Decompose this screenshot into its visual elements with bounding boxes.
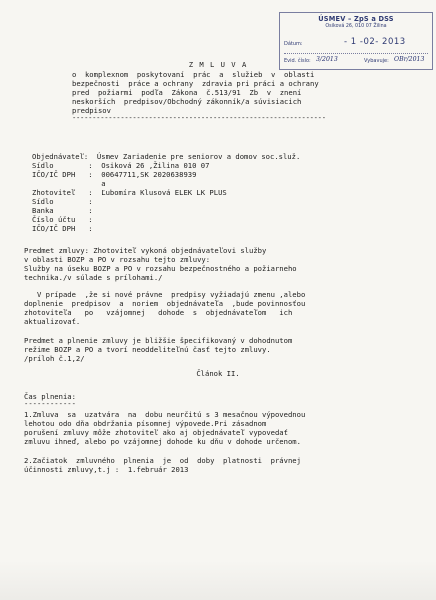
contract-title: Z M L U V A — [188, 60, 248, 69]
party-line-3: IČO/IČ DPH : 00647711,SK 2020638939 — [32, 170, 197, 179]
term-line-1: 1.Zmluva sa uzatvára na dobu neurčitú s 3 mesačnou výpovednou — [24, 410, 306, 419]
scope-line-3: /príloh č.1,2/ — [24, 354, 85, 363]
change-line-3: zhotoviteľa po vzájomnej dohode s objednávateľom ich — [24, 308, 293, 317]
stamp-reg-number: 3/2013 — [316, 56, 338, 63]
party-line-4: a — [32, 179, 106, 188]
time-heading-rule: ------------ — [24, 399, 76, 408]
change-line-2: doplnenie predpisov a noriem objednávateľa ,bude povinnosťou — [24, 299, 306, 308]
stamp-date: - 1 -02- 2013 — [344, 37, 406, 47]
term-line-4: zmluvu ihneď, alebo po vzájomnej dohode ku dňu v dohode určenom. — [24, 437, 301, 446]
scope-line-2: režime BOZP a PO a tvorí neoddeliteľnú časť tejto zmluvy. — [24, 345, 271, 354]
stamp-organization: ÚSMEV – ZpS a DSS — [318, 15, 394, 23]
intro-line-3: pred požiarmi podľa Zákona č.513/91 Zb v znení — [72, 88, 302, 97]
change-line-1: V prípade ,že si nové právne predpisy vyžiadajú zmenu ,alebo — [24, 290, 306, 299]
party-line-1: Objednávateľ: Úsmev Zariadenie pre seniorov a domov soc.služ. — [32, 152, 301, 161]
start-line-2: účinnosti zmluvy,t.j : 1.február 2013 — [24, 465, 189, 474]
scan-edge-shadow — [0, 560, 436, 600]
stamp-date-label: Dátum: — [284, 41, 303, 47]
article-heading: Článok II. — [196, 369, 240, 378]
intro-line-5: predpisov — [72, 106, 111, 115]
term-line-3: porušení zmluvy môže zhotoviteľ ako aj objednávateľ vypovedať — [24, 428, 288, 437]
stamp-reg-label: Evid. číslo: — [284, 58, 311, 64]
party-line-9: IČO/IČ DPH : — [32, 224, 93, 233]
scope-line-1: Predmet a plnenie zmluvy je bližšie špecifikovaný v dohodnutom — [24, 336, 293, 345]
time-heading: Čas plnenia: — [24, 392, 76, 401]
party-line-7: Banka : — [32, 206, 93, 215]
change-line-4: aktualizovať. — [24, 317, 81, 326]
stamp-address: Osiková 26, 010 07 Žilina — [325, 24, 387, 29]
party-line-8: Číslo účtu : — [32, 215, 93, 224]
subject-line-1: Predmet zmluvy: Zhotoviteľ vykoná objednávateľovi služby — [24, 246, 267, 255]
subject-line-3: Služby na úseku BOZP a PO v rozsahu bezpečnostného a požiarneho — [24, 264, 297, 273]
start-line-1: 2.Začiatok zmluvného plnenia je od doby platnosti právnej — [24, 456, 301, 465]
intro-line-2: bezpečnosti práce a ochrany zdravia pri práci a ochrany — [72, 79, 319, 88]
party-line-6: Sídlo : — [32, 197, 93, 206]
party-line-5: Zhotoviteľ : Ľubomíra Klusová ELEK LK PLUS — [32, 188, 227, 197]
stamp-handler-label: Vybavuje: — [364, 58, 389, 64]
subject-line-4: technika./v súlade s prílohami./ — [24, 273, 163, 282]
intro-line-4: neskorších predpisov/Obchodný zákonník/a súvisiacich — [72, 97, 302, 106]
separator-rule: --------------------------------------------------------------- — [72, 113, 326, 122]
intro-line-1: o komplexnom poskytovaní prác a služieb v oblasti — [72, 70, 315, 79]
term-line-2: lehotou odo dňa obdržania písomnej výpovede.Pri zásadnom — [24, 419, 267, 428]
subject-line-2: v oblasti BOZP a PO v rozsahu tejto zmluvy: — [24, 255, 211, 264]
party-line-2: Sídlo : Osiková 26 ,Žilina 010 07 — [32, 161, 210, 170]
stamp-handler: OBr/2013 — [394, 56, 425, 63]
